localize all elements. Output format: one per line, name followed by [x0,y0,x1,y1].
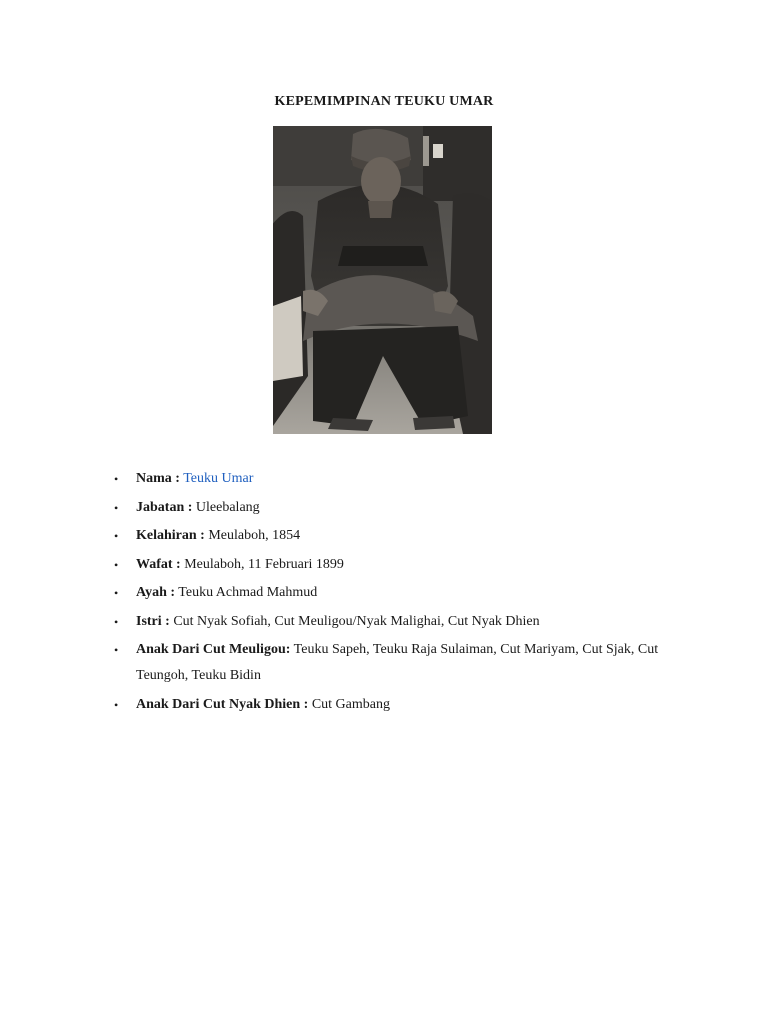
item-value: Teuku Sapeh, Teuku Raja Sulaiman, Cut Mariyam, Cut Sjak, Cut Teungoh, Teuku Bidin [136,642,659,683]
list-item [114,692,704,718]
list-item [114,609,704,635]
item-label: Nama : [136,471,180,486]
bullet: • [114,643,119,657]
item-value: Cut Gambang [311,696,390,712]
list-item [114,495,704,521]
item-value: Meulaboh, 11 Februari 1899 [184,556,344,572]
item-value: Uleebalang [195,499,260,515]
bullet: • [114,697,119,712]
list-item [114,466,704,492]
item-label: Ayah : [136,585,176,600]
list-item [114,637,704,689]
item-label: Istri : [136,613,170,629]
biography-list [114,466,704,720]
bullet: • [114,614,119,629]
list-item [114,580,704,606]
teuku-umar-link[interactable]: Teuku Umar [183,471,254,486]
page-title: KEPEMIMPINAN TEUKU UMAR [274,94,494,109]
list-item [114,552,704,578]
item-label: Wafat : [136,556,181,572]
list-item [114,523,704,549]
item-value: Meulaboh, 1854 [208,528,301,543]
item-label: Anak Dari Cut Meuligou: [136,642,291,657]
item-label: Anak Dari Cut Nyak Dhien : [136,696,309,712]
bullet: • [114,586,119,600]
item-label: Kelahiran : [136,528,205,543]
bullet: • [114,500,119,515]
portrait-photo [273,126,492,434]
bullet: • [114,557,119,572]
item-label: Jabatan : [136,499,193,515]
bullet: • [114,529,119,543]
item-value: Teuku Achmad Mahmud [178,585,318,600]
bullet: • [114,472,119,486]
item-value: Cut Nyak Sofiah, Cut Meuligou/Nyak Malighai, Cut Nyak Dhien [173,613,540,629]
